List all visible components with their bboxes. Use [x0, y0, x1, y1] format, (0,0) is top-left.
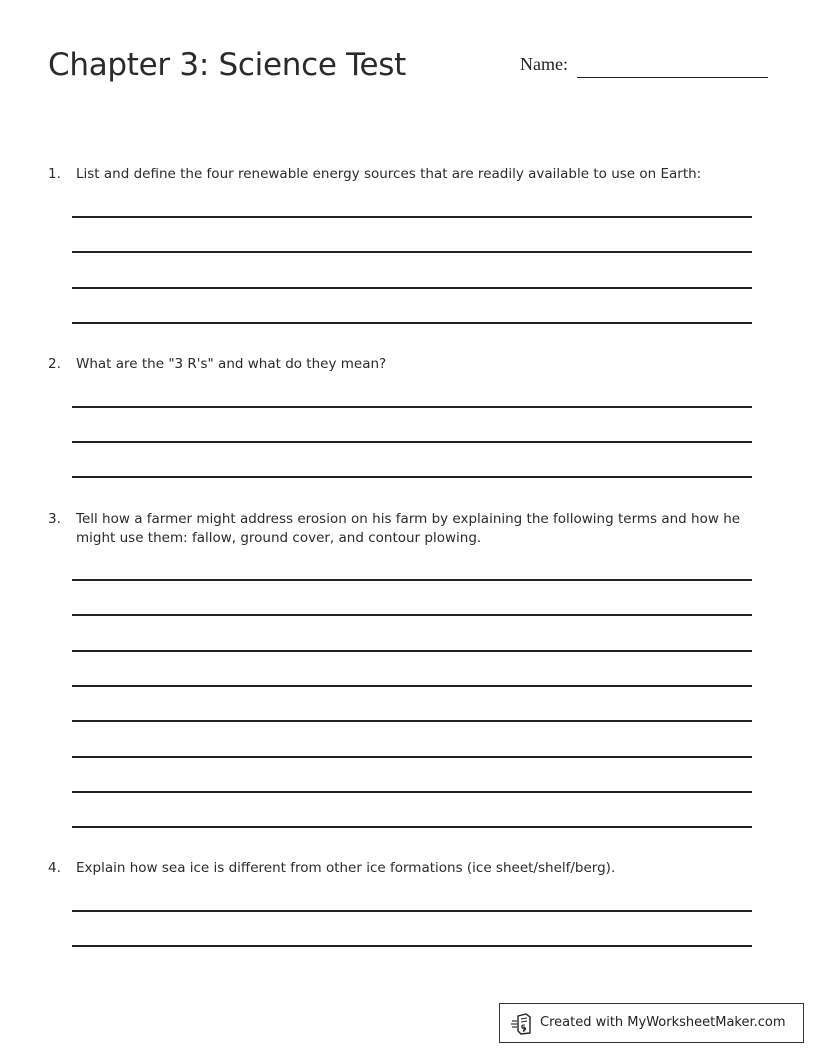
footer-credit-badge[interactable]: [499, 1003, 804, 1043]
answer-line[interactable]: [72, 945, 752, 947]
answer-line[interactable]: [72, 441, 752, 443]
question-number: 1.: [48, 166, 61, 182]
answer-line[interactable]: [72, 650, 752, 652]
answer-line[interactable]: [72, 216, 752, 218]
question-4: [48, 859, 768, 878]
question-1: [48, 165, 768, 184]
page-title: Chapter 3: Science Test: [48, 47, 406, 83]
question-text: List and define the four renewable energy sources that are readily available to use on Earth:: [76, 166, 702, 182]
worksheet-logo-icon: [511, 1013, 533, 1035]
question-2: [48, 355, 768, 374]
question-number: 2.: [48, 356, 61, 372]
name-field: [520, 54, 770, 84]
answer-line[interactable]: [72, 791, 752, 793]
question-text: Explain how sea ice is different from other ice formations (ice sheet/shelf/berg).: [76, 860, 616, 876]
answer-line[interactable]: [72, 685, 752, 687]
answer-line[interactable]: [72, 910, 752, 912]
answer-line[interactable]: [72, 476, 752, 478]
answer-line[interactable]: [72, 322, 752, 324]
answer-line[interactable]: [72, 251, 752, 253]
question-3: [48, 510, 768, 548]
question-text: Tell how a farmer might address erosion on his farm by explaining the following terms and how he might use them: fallow, ground cover, and contour plowing.: [76, 511, 741, 546]
answer-line[interactable]: [72, 826, 752, 828]
answer-line[interactable]: [72, 720, 752, 722]
question-text: What are the "3 R's" and what do they mean?: [76, 356, 387, 372]
name-label: Name:: [520, 54, 568, 74]
question-number: 4.: [48, 860, 61, 876]
name-blank-line[interactable]: [577, 77, 768, 78]
answer-line[interactable]: [72, 756, 752, 758]
footer-credit-text: Created with MyWorksheetMaker.com: [540, 1015, 786, 1030]
question-number: 3.: [48, 511, 61, 527]
answer-line[interactable]: [72, 406, 752, 408]
answer-line[interactable]: [72, 287, 752, 289]
answer-line[interactable]: [72, 579, 752, 581]
answer-line[interactable]: [72, 614, 752, 616]
